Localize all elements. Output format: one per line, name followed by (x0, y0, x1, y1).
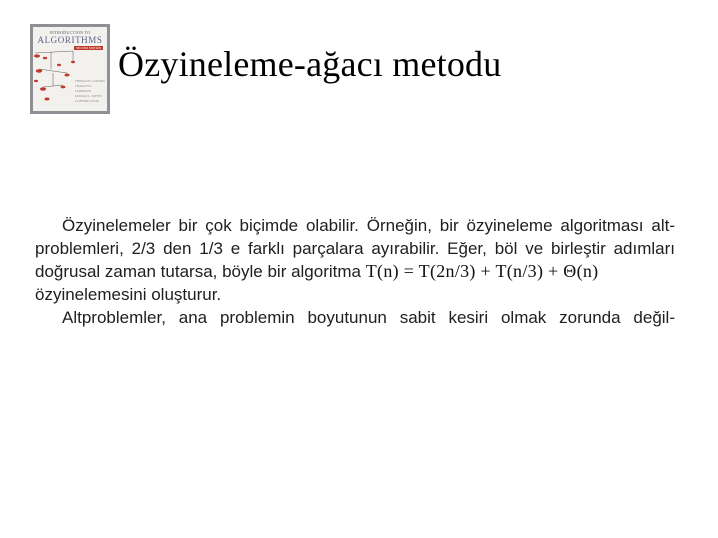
excerpt-line-2: problemleri, 2/3 den 1/3 e farklı parçalara ayırabilir. Eğer, böl ve birleştir adımları (35, 239, 675, 258)
excerpt-line-3-text: doğrusal zaman tutarsa, böyle bir algoritma (35, 262, 361, 281)
excerpt-line-3 (35, 260, 675, 283)
book-edition: SECOND EDITION (76, 46, 101, 50)
book-title: ALGORITHMS (37, 35, 103, 45)
book-authors: THOMAS H. CORMEN CHARLES E. LEISERSON RONALD L. RIVEST CLIFFORD STEIN (75, 79, 105, 103)
recurrence-formula: T(n) = T(2n/3) + T(n/3) + Θ(n) (365, 261, 599, 281)
book-subtitle: INTRODUCTION TO (49, 30, 91, 35)
excerpt-line-5: Altproblemler, ana problemin boyutunun sabit kesiri olmak zorunda değil- (62, 308, 675, 327)
slide-title: Özyineleme-ağacı metodu (118, 44, 502, 84)
excerpt-line-4: özyinelemesini oluşturur. (35, 285, 222, 304)
book-cover-image (30, 24, 110, 114)
excerpt-line-1: Özyinelemeler bir çok biçimde olabilir. Örneğin, bir özyineleme algoritması alt- (62, 216, 675, 235)
textbook-excerpt (35, 214, 675, 329)
book-cover (33, 27, 107, 111)
